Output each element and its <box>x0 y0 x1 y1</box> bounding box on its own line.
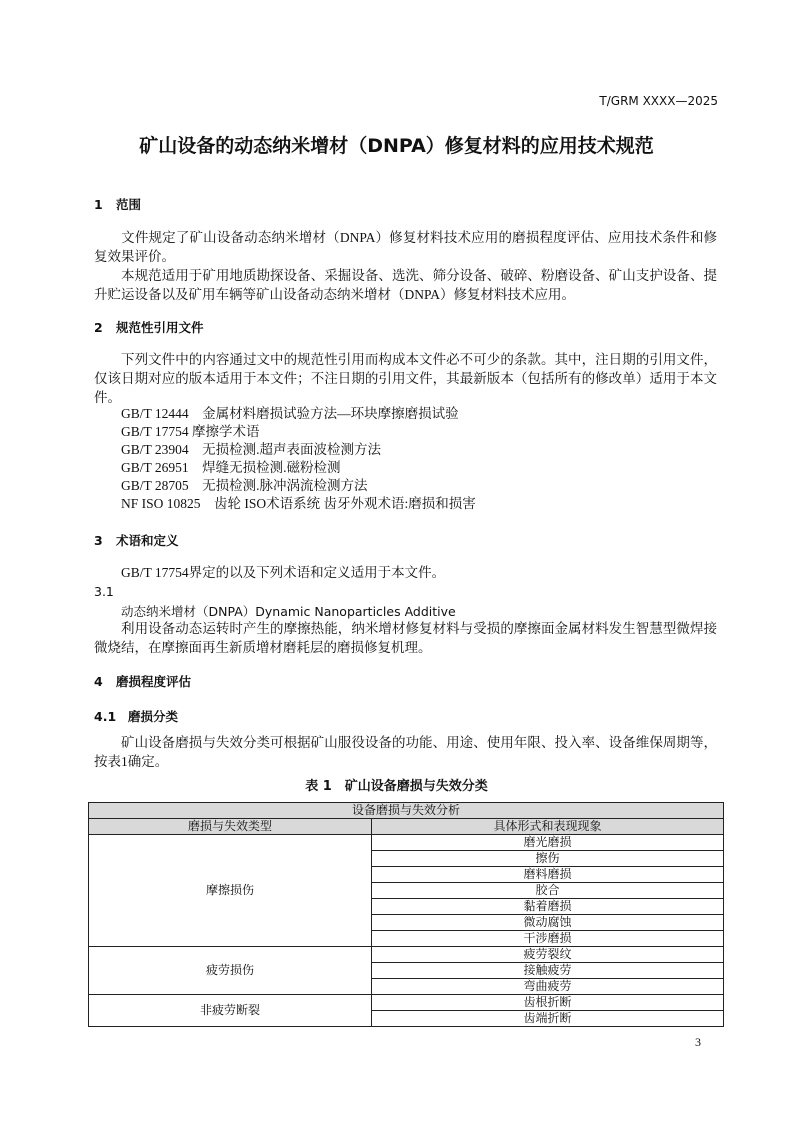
reference-item: GB/T 28705 无损检测.脉冲涡流检测方法 <box>121 478 368 493</box>
document-title: 矿山设备的动态纳米增材（DNPA）修复材料的应用技术规范 <box>139 135 654 157</box>
table-header: 设备磨损与失效分析 <box>89 803 724 819</box>
section-number: 2 <box>94 320 103 335</box>
failure-form-cell: 接触疲劳 <box>372 963 724 979</box>
failure-form-cell: 磨光磨损 <box>372 835 724 851</box>
section-number: 4 <box>94 674 103 689</box>
section-title: 磨损程度评估 <box>116 674 192 689</box>
section-4-heading <box>94 672 191 690</box>
failure-form-cell: 微动腐蚀 <box>372 915 724 931</box>
table-row <box>89 947 724 963</box>
column-header: 具体形式和表现现象 <box>372 819 724 835</box>
table-row <box>89 995 724 1011</box>
table-column-header-row <box>89 819 724 835</box>
failure-form-cell: 擦伤 <box>372 851 724 867</box>
failure-form-cell: 疲劳裂纹 <box>372 947 724 963</box>
failure-type-cell: 疲劳损伤 <box>89 947 372 995</box>
paragraph: GB/T 17754界定的以及下列术语和定义适用于本文件。 <box>121 565 446 580</box>
term-definition: 利用设备动态运转时产生的摩擦热能，纳米增材修复材料与受损的摩擦面金属材料发生智慧型微焊接微烧结，在摩擦面再生新质增材磨耗层的磨损修复机理。 <box>94 621 717 655</box>
subsection-number: 4.1 <box>94 709 117 724</box>
reference-item: GB/T 12444 金属材料磨损试验方法—环块摩擦磨损试验 <box>121 406 459 421</box>
paragraph: 本规范适用于矿用地质勘探设备、采掘设备、选洗、筛分设备、破碎、粉磨设备、矿山支护设备、提升贮运设备以及矿用车辆等矿山设备动态纳米增材（DNPA）修复材料技术应用。 <box>94 268 717 302</box>
paragraph: 下列文件中的内容通过文中的规范性引用而构成本文件必不可少的条款。其中，注日期的引用文件，仅该日期对应的版本适用于本文件；不注日期的引用文件，其最新版本（包括所有的修改单）适用于本文件。 <box>94 352 717 405</box>
reference-item: NF ISO 10825 齿轮 ISO术语系统 齿牙外观术语:磨损和损害 <box>121 496 476 511</box>
section-number: 1 <box>94 197 103 212</box>
section-title: 范围 <box>116 197 142 212</box>
subsection-number: 3.1 <box>94 584 114 599</box>
reference-item: GB/T 26951 焊缝无损检测.磁粉检测 <box>121 460 341 475</box>
paragraph: 文件规定了矿山设备动态纳米增材（DNPA）修复材料技术应用的磨损程度评估、应用技术条件和修复效果评价。 <box>94 230 717 264</box>
subsection-title: 磨损分类 <box>128 709 179 724</box>
reference-item: GB/T 23904 无损检测.超声表面波检测方法 <box>121 442 382 457</box>
failure-form-cell: 弯曲疲劳 <box>372 979 724 995</box>
section-2-heading <box>94 318 204 336</box>
page-number: 3 <box>695 1035 701 1049</box>
failure-form-cell: 齿根折断 <box>372 995 724 1011</box>
failure-type-cell: 摩擦损伤 <box>89 835 372 947</box>
column-header: 磨损与失效类型 <box>89 819 372 835</box>
reference-item: GB/T 17754 摩擦学术语 <box>121 424 260 439</box>
term-title: 动态纳米增材（DNPA）Dynamic Nanoparticles Additive <box>121 604 456 619</box>
failure-form-cell: 黏着磨损 <box>372 899 724 915</box>
failure-type-cell: 非疲劳断裂 <box>89 995 372 1027</box>
failure-form-cell: 胶合 <box>372 883 724 899</box>
failure-form-cell: 干涉磨损 <box>372 931 724 947</box>
failure-form-cell: 齿端折断 <box>372 1011 724 1027</box>
table-row <box>89 835 724 851</box>
section-1-heading <box>94 195 141 213</box>
table-header-row <box>89 803 724 819</box>
section-3-heading <box>94 531 179 549</box>
paragraph: 矿山设备磨损与失效分类可根据矿山服役设备的功能、用途、使用年限、投入率、设备维保周期等，按表1确定。 <box>94 735 717 769</box>
subsection-4-1-heading <box>94 707 178 725</box>
wear-classification-table <box>88 802 724 1027</box>
section-title: 术语和定义 <box>116 533 179 548</box>
table-caption: 表 1 矿山设备磨损与失效分类 <box>305 779 488 794</box>
failure-form-cell: 磨料磨损 <box>372 867 724 883</box>
standard-number: T/GRM XXXX—2025 <box>599 94 718 108</box>
section-number: 3 <box>94 533 103 548</box>
section-title: 规范性引用文件 <box>116 320 204 335</box>
